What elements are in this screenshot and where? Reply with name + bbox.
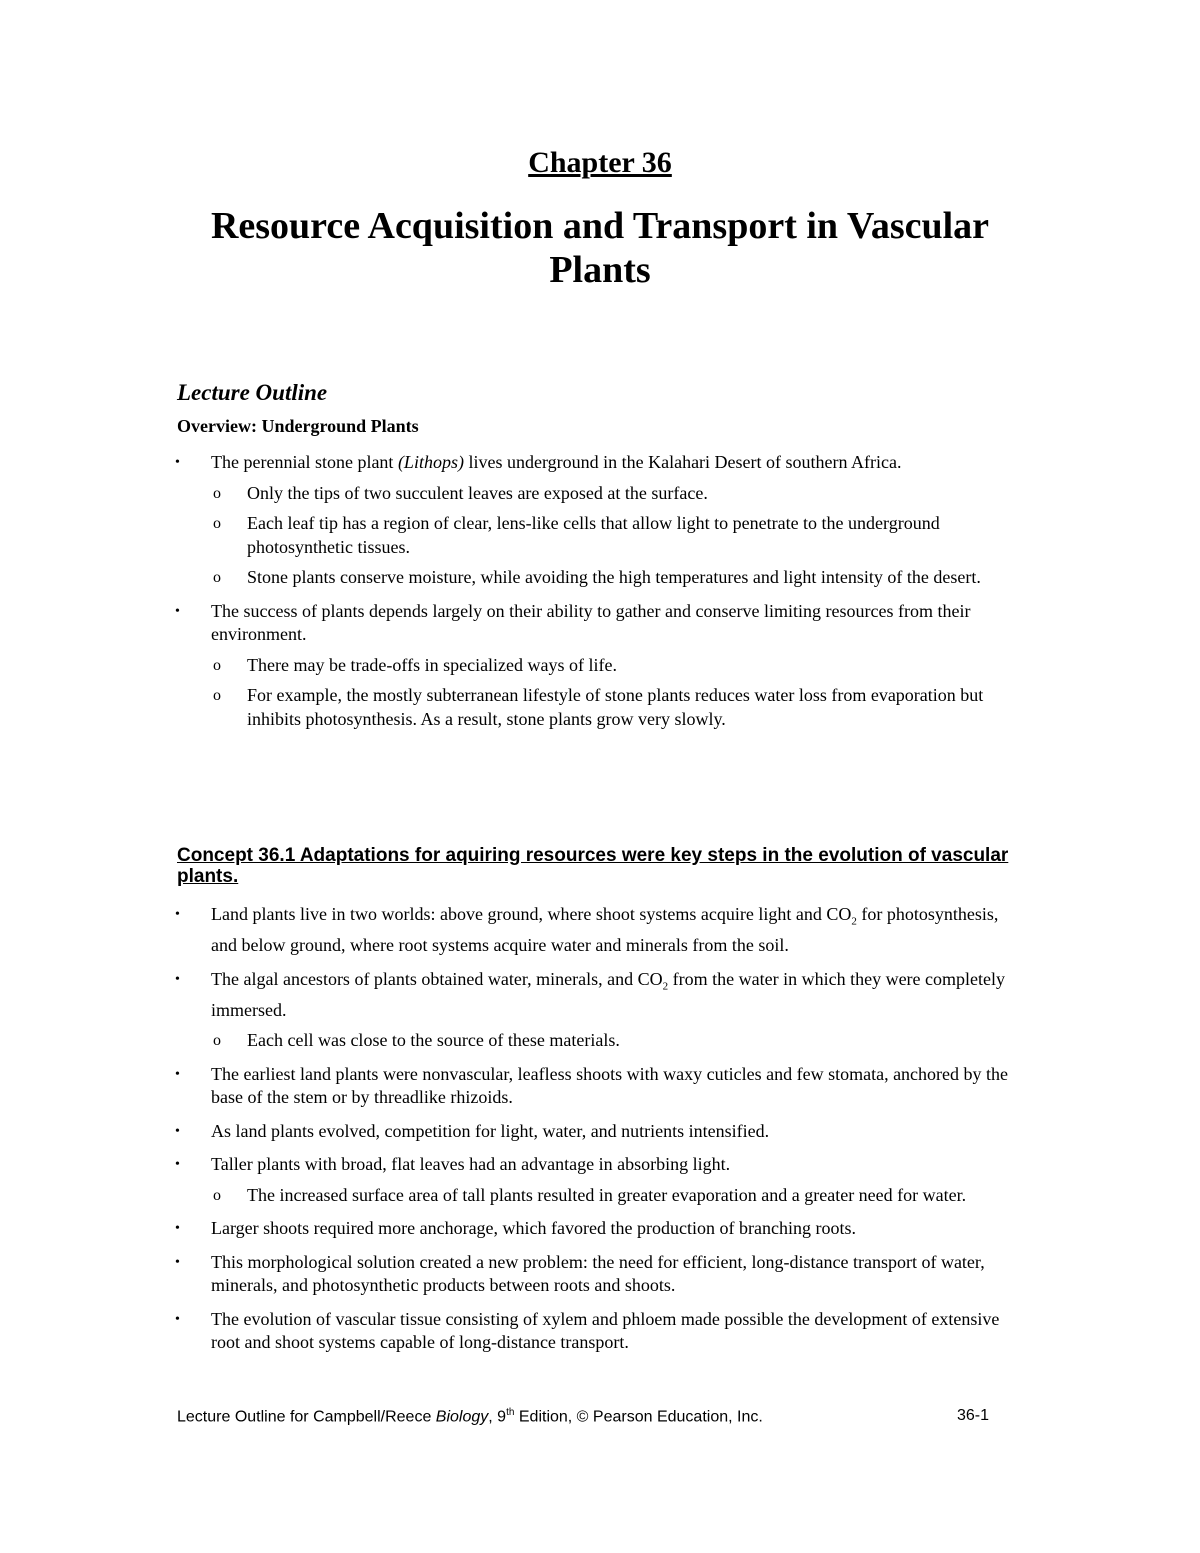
sub-list-item: [0, 482, 1027, 506]
sub-list-item: [0, 684, 1027, 731]
list-item: [0, 903, 1026, 958]
list-item-text: Each cell was close to the source of these materials.: [247, 1030, 620, 1051]
chapter-heading: Chapter 36: [528, 146, 672, 179]
list-item-text: Taller plants with broad, flat leaves had an advantage in absorbing light.: [211, 1154, 731, 1175]
footer-text: Lecture Outline for Campbell/Reece: [177, 1408, 436, 1426]
concept-list: [0, 893, 1200, 1355]
bullet-marker: •: [175, 907, 180, 922]
page-number: 36-1: [956, 1407, 989, 1424]
list-item: [0, 1217, 1026, 1241]
sub-bullet-marker: o: [213, 515, 221, 532]
bullet-marker: •: [175, 1123, 180, 1139]
subscript: 2: [851, 915, 857, 928]
list-item-text: The perennial stone plant: [211, 452, 398, 472]
bullet-marker: •: [175, 1066, 180, 1082]
list-item: [0, 1153, 1026, 1177]
overview-heading: Overview: Underground Plants: [177, 416, 419, 436]
bullet-marker: •: [175, 1311, 180, 1327]
superscript: th: [506, 1407, 515, 1418]
sub-bullet-marker: o: [213, 569, 221, 586]
list-item-text: from the water in which they were completely immersed.: [211, 968, 1006, 1020]
subscript: 2: [662, 980, 669, 993]
bullet-marker: •: [175, 455, 180, 470]
list-item-text: for photosynthesis, and below ground, where root systems acquire water and minerals from the soil.: [211, 904, 999, 956]
list-item: [0, 1063, 1026, 1110]
list-item-text: lives underground in the Kalahari Desert of southern Africa.: [463, 452, 902, 472]
sub-bullet-marker: o: [213, 656, 221, 674]
list-item: [0, 968, 1026, 1023]
sub-list-item: [0, 566, 1027, 590]
sub-bullet-marker: o: [213, 687, 221, 704]
list-item-text: As land plants evolved, competition for light, water, and nutrients intensified.: [211, 1120, 770, 1141]
list-item-text: The success of plants depends largely on their ability to gather and conserve limiting resources from their environment.: [211, 600, 971, 644]
list-item-text: Land plants live in two worlds: above ground, where shoot systems acquire light and CO: [211, 904, 852, 924]
species-name: (Lithops): [397, 452, 464, 472]
sub-list-item: [0, 512, 1027, 559]
list-item-text: Larger shoots required more anchorage, which favored the production of branching roots.: [211, 1218, 856, 1239]
page-title: Resource Acquisition and Transport in Vascular Plants: [210, 205, 990, 291]
sub-bullet-marker: o: [213, 1032, 221, 1050]
sub-list-item: [0, 654, 1027, 678]
bullet-marker: •: [175, 971, 180, 987]
overview-list: [0, 441, 1200, 731]
sub-list-item: [0, 1184, 1027, 1208]
list-item-text: There may be trade-offs in specialized ways of life.: [247, 654, 618, 675]
lecture-outline-heading: Lecture Outline: [177, 380, 328, 405]
list-item: [0, 600, 1026, 647]
bullet-marker: •: [175, 1254, 180, 1270]
concept-heading: Concept 36.1 Adaptations for aquiring resources were key steps in the evolution of vascular plants.: [177, 845, 1009, 887]
footer-text: , 9: [488, 1408, 507, 1426]
list-item-text: This morphological solution created a new problem: the need for efficient, long-distance transport of water, minerals, and photosynthetic products between roots and shoots.: [211, 1251, 985, 1296]
list-item-text: The algal ancestors of plants obtained water, minerals, and CO: [211, 968, 663, 989]
bullet-marker: •: [175, 603, 180, 619]
list-item-text: Stone plants conserve moisture, while avoiding the high temperatures and light intensity of the desert.: [247, 567, 981, 587]
list-item: [0, 1308, 1026, 1355]
sub-bullet-marker: o: [213, 484, 221, 502]
sub-list-item: [0, 1029, 1027, 1053]
list-item-text: The evolution of vascular tissue consisting of xylem and phloem made possible the development of extensive root and shoot systems capable of long-distance transport.: [211, 1308, 1000, 1353]
sub-bullet-marker: o: [213, 1186, 221, 1204]
list-item-text: The increased surface area of tall plants resulted in greater evaporation and a greater need for water.: [247, 1184, 967, 1205]
list-item-text: Only the tips of two succulent leaves are exposed at the surface.: [247, 482, 708, 503]
list-item: [0, 451, 1026, 475]
footer-text: Edition, © Pearson Education, Inc.: [514, 1408, 763, 1426]
list-item: [0, 1251, 1026, 1298]
list-item-text: For example, the mostly subterranean lifestyle of stone plants reduces water loss from evaporation but inhibits photosynthesis. As a result, stone plants grow very slowly.: [247, 685, 984, 729]
bullet-marker: •: [175, 1157, 180, 1173]
book-title: Biology: [435, 1408, 489, 1426]
bullet-marker: •: [175, 1221, 180, 1237]
list-item: [0, 1120, 1026, 1144]
page-footer: [177, 1407, 989, 1426]
list-item-text: Each leaf tip has a region of clear, lens-like cells that allow light to penetrate to the underground photosynthetic tissues.: [247, 513, 940, 557]
list-item-text: The earliest land plants were nonvascular, leafless shoots with waxy cuticles and few stomata, anchored by the base of the stem or by threadlike rhizoids.: [211, 1063, 1009, 1108]
